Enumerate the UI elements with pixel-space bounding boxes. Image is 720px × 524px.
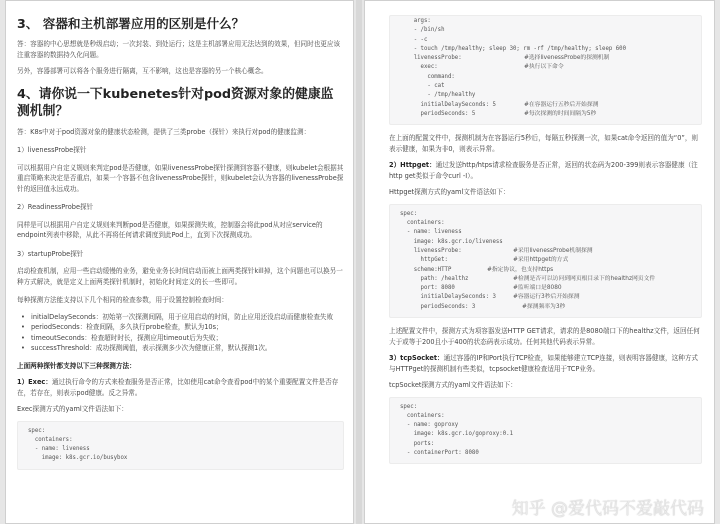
code-line	[400, 110, 692, 119]
code-line	[400, 293, 692, 302]
code-comment: #在容器运行五秒后开始探测	[524, 101, 599, 108]
code-line	[400, 266, 692, 275]
document-page-left	[5, 0, 354, 524]
paragraph-httpget: 2）Httpget：通过发送http/htps请求检查服务是否正常，返回的状态码为200-399则表示容器健康（注http get类似于命令curl -I）。	[389, 161, 698, 180]
code-text: initialDelaySeconds: 5	[400, 101, 496, 108]
code-line: containers:	[28, 436, 73, 443]
code-line	[400, 403, 692, 412]
list-item: • successThreshold：成功探测阈值，表示探测多少次为健康正常，默认探测1次。	[17, 343, 344, 354]
code-text: periodSeconds: 3	[400, 303, 476, 310]
code-text: exec:	[400, 64, 438, 71]
code-text: - containerPort: 8080	[400, 450, 479, 457]
code-line	[400, 449, 692, 458]
watermark: 知乎 @爱代码不爱敲代码	[511, 499, 704, 519]
params-list	[17, 312, 344, 354]
code-text: - -c	[400, 36, 428, 43]
code-text: spec:	[400, 403, 418, 410]
code-line	[400, 219, 692, 228]
code-line	[400, 430, 692, 439]
paragraph-httpget-explain: 上述配置文件中，探测方式为项容器发送HTTP GET请求，请求的是8080端口下的healthz文件，返回任何大于或等于200且小于400的状态码表示成功。任何其他代码表示异常。	[389, 327, 700, 346]
code-text: containers:	[400, 412, 445, 419]
code-block-exec-cont	[389, 15, 702, 125]
code-comment: #监听端口是8080	[513, 285, 562, 292]
code-line	[400, 421, 692, 430]
code-block-exec	[17, 421, 344, 470]
code-text: port: 8080	[400, 285, 455, 292]
code-line	[400, 91, 692, 100]
code-text: - name: goproxy	[400, 422, 459, 429]
code-text: - cat	[400, 83, 445, 90]
code-line	[400, 284, 692, 293]
code-line	[400, 228, 692, 237]
code-line	[400, 82, 692, 91]
subheading-readiness: 2）ReadinessProbe探针	[17, 203, 94, 211]
code-comment: #执行以下命令	[524, 64, 564, 71]
page-gutter	[356, 0, 362, 524]
code-text: ports:	[400, 440, 435, 447]
paragraph-exec: 1）Exec：通过执行命令的方式来检查服务是否正常，比如使用cat命令查看pod中的某个重要配置文件是否存在，若存在，则表示pod健康。反之异常。	[17, 378, 339, 397]
code-line	[400, 238, 692, 247]
code-text: args:	[400, 18, 431, 24]
code-comment: #检测是否可以访问到网页根目录下的healthz网页文件	[513, 275, 656, 282]
tcpsocket-label: 3）tcpSocket：	[389, 354, 444, 363]
methods-title: 上面两种探针都支持以下三种探测方法：	[17, 361, 136, 370]
paragraph-readiness: 同样是可以根据用户自定义规则来判断pod是否健康，如果探测失败，控制器会将此pod从对应service的endpoint列表中移除，从此不再将任何请求调度到此Pod上，直到下次探测成功。	[17, 220, 323, 239]
code-line	[400, 247, 692, 256]
paragraph-exec-yaml: Exec探测方式的yaml文件语法如下：	[17, 405, 128, 413]
code-line: image: k8s.gcr.io/busybox	[28, 455, 128, 462]
code-line	[400, 303, 692, 312]
subheading-startup: 3）startupProbe探针	[17, 249, 84, 258]
code-line: - name: liveness	[28, 446, 90, 453]
code-text: - touch /tmp/healthy; sleep 30; rm -rf /tmp/healthy; sleep 600	[400, 45, 626, 52]
code-line	[400, 440, 692, 449]
code-line	[400, 26, 692, 35]
list-item: • periodSeconds：检查间隔，多久执行probe检查，默认为10s；	[17, 322, 344, 333]
paragraph-q4-intro: 答：K8s中对于pod资源对象的健康状态检测，提供了三类probe（探针）来执行对pod的健康监测：	[17, 127, 311, 136]
code-text: containers:	[400, 220, 445, 227]
code-text: image: k8s.gcr.io/liveness	[400, 238, 503, 245]
code-line	[400, 17, 692, 26]
code-line	[400, 54, 692, 63]
heading-q4: 4、请你说一下kubenetes针对pod资源对象的健康监测机制？	[17, 86, 334, 119]
code-line	[400, 73, 692, 82]
paragraph-params-intro: 每种探测方法能支持以下几个相同的检查参数，用于设置控制检查时间：	[17, 296, 228, 304]
code-text: path: /healthz	[400, 275, 469, 282]
code-text: - /tmp/healthy	[400, 92, 476, 99]
code-text: spec:	[400, 210, 418, 217]
paragraph-tcpsocket-yaml: tcpSocket探测方式的yaml文件语法如下：	[389, 381, 517, 390]
code-line	[400, 256, 692, 265]
code-line	[400, 45, 692, 54]
paragraph-q3-answer: 答：容器的中心思想就是秒级启动；一次封装、到处运行；这是主机部署应用无法达到的效果，但同时也更应该注重容器的数据持久化问题。	[17, 40, 341, 59]
code-line	[400, 275, 692, 284]
code-text: livenessProbe:	[400, 55, 462, 62]
code-comment: #探测频率为3秒	[522, 303, 566, 310]
code-text: command:	[400, 73, 455, 80]
code-comment: #每次探测的时间间隔为5秒	[524, 110, 597, 117]
paragraph-tcpsocket: 3）tcpSocket：通过容器的IP和Port执行TCP检查，如果能够建立TCP连接，则表明容器健康，这种方式与HTTPget的探测机制有些类似，tcpsocket健康检查适用于TCP业务。	[389, 354, 699, 373]
code-text: initialDelaySeconds: 3	[400, 294, 496, 301]
document-page-right	[364, 0, 715, 524]
code-comment: #容器运行3秒后开始探测	[513, 294, 580, 301]
code-comment: #采用httpget的方式	[513, 257, 569, 264]
paragraph-exec-explain: 在上面的配置文件中，探测机制为在容器运行5秒后，每隔五秒探测一次，如果cat命令返回的值为“0”，则表示健康，如果为非0，则表示异常。	[389, 134, 699, 153]
heading-q3: 3、 容器和主机部署应用的区别是什么？	[17, 16, 245, 31]
code-text: scheme:HTTP	[400, 266, 452, 273]
paragraph-q3-extra: 另外，容器部署可以将各个服务进行隔离，互不影响，这也是容器的另一个核心概念。	[17, 67, 268, 75]
code-comment: #选择livenessProbe的探测机制	[524, 55, 610, 62]
list-item: • initialDelaySeconds：初始第一次探测间隔，用于应用启动的时间，防止应用还没启动而健康检查失败	[17, 312, 344, 323]
list-item: • timeoutSeconds：检查超时时长，探测应用timeout后为失败；	[17, 333, 344, 344]
code-text: image: k8s.gcr.io/goproxy:0.1	[400, 431, 513, 438]
httpget-label: 2）Httpget：	[389, 161, 436, 170]
code-text: - name: liveness	[400, 229, 462, 236]
code-line	[400, 63, 692, 72]
paragraph-liveness: 可以根据用户自定义规则来判定pod是否健康，如果livenessProbe探针探测到容器不健康，则kubelet会根据其重启策略来决定是否重启，如果一个容器不包含livenessProbe探针，则kubelet会认为容器的livenessProbe探针的返回值永远成功。	[17, 163, 344, 193]
code-line	[400, 36, 692, 45]
paragraph-startup: 启动检查机制，应用一些启动缓慢的业务，避免业务长时间启动而被上面两类探针kill掉，这个问题也可以换另一种方式解决，就是定义上面两类探针机制时，初始化时间定义的长一些即可。	[17, 267, 343, 286]
code-text: httpGet:	[400, 257, 448, 264]
code-line	[400, 210, 692, 219]
code-text: periodSeconds: 5	[400, 110, 476, 117]
subheading-liveness: 1）livenessProbe探针	[17, 146, 87, 154]
code-line	[400, 101, 692, 110]
paragraph-httpget-yaml: Httpget探测方式的yaml文件语法如下：	[389, 188, 510, 197]
code-block-httpget	[389, 204, 702, 318]
exec-label: 1）Exec：	[17, 378, 52, 386]
code-comment: #指定协议，也支持https	[487, 266, 554, 273]
code-line	[400, 412, 692, 421]
code-text: livenessProbe:	[400, 247, 462, 254]
code-line: spec:	[28, 427, 46, 434]
code-text: - /bin/sh	[400, 27, 445, 34]
code-block-tcpsocket	[389, 397, 702, 465]
code-comment: #采用livenessProbe机制探测	[513, 247, 593, 254]
